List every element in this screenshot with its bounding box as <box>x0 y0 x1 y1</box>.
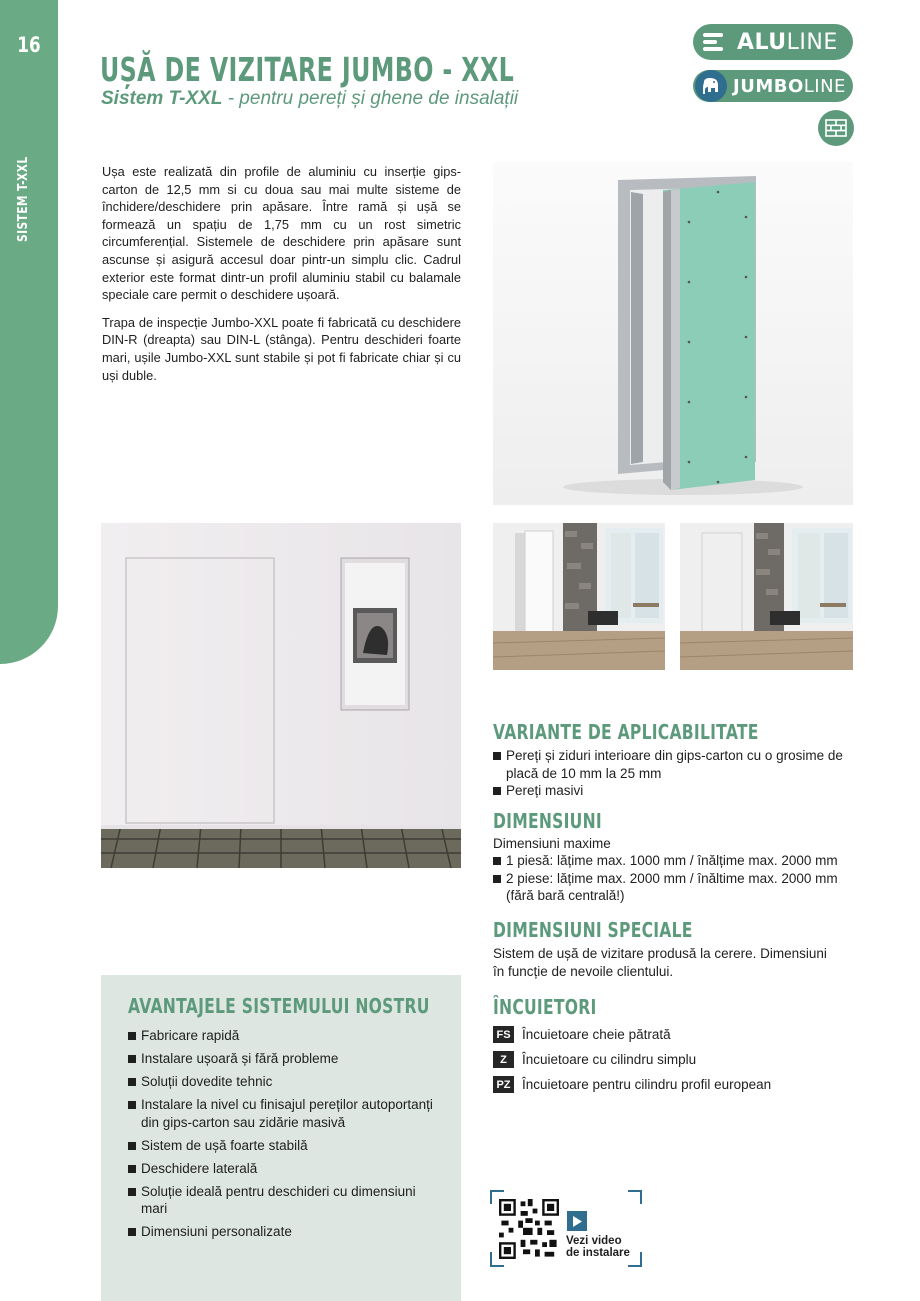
advantages-heading: AVANTAJELE SISTEMULUI NOSTRU <box>128 994 430 1018</box>
list-item: Instalare ușoară și fără probleme <box>128 1050 443 1068</box>
qr-code-icon[interactable] <box>499 1199 559 1259</box>
room-photo-closed <box>680 523 853 670</box>
video-label-line1: Vezi video <box>566 1235 622 1247</box>
list-item: Dimensiuni personalizate <box>128 1223 443 1241</box>
locks-list <box>493 1026 833 1101</box>
lock-label: Încuietoare cheie pătrată <box>522 1027 671 1042</box>
lock-item-pz <box>493 1076 833 1093</box>
page-subtitle <box>101 88 518 110</box>
list-item: Pereți și ziduri interioare din gips-carton cu o grosime de placă de 10 mm la 25 mm <box>493 747 843 782</box>
product-photo-door <box>493 162 853 505</box>
aluline-bold: ALU <box>737 29 787 55</box>
variants-list <box>493 747 843 800</box>
page-number: 16 <box>17 33 41 57</box>
list-item: Fabricare rapidă <box>128 1027 443 1045</box>
subtitle-system: Sistem T-XXL <box>101 88 223 109</box>
advantages-list <box>128 1027 443 1246</box>
dimensions-heading: DIMENSIUNI <box>493 809 602 833</box>
jumboline-badge <box>693 70 853 102</box>
room-photo-open <box>493 523 665 670</box>
video-qr-block[interactable] <box>490 1190 645 1268</box>
aluline-light: LINE <box>786 29 838 55</box>
video-label[interactable] <box>566 1236 630 1259</box>
list-item: Deschidere laterală <box>128 1160 443 1178</box>
list-item: 1 piesă: lățime max. 1000 mm / înălțime max. 2000 mm <box>493 852 838 870</box>
lock-code-badge: PZ <box>493 1076 514 1093</box>
variants-heading: VARIANTE DE APLICABILITATE <box>493 720 759 744</box>
play-icon[interactable] <box>567 1211 587 1231</box>
intro-paragraph-2: Trapa de inspecție Jumbo-XXL poate fi fabricată cu deschidere DIN-R (dreapta) sau DIN-L (stânga). Pentru deschideri foarte mari, ușile Jumbo-XXL sunt stabile și pot fi fabricate chiar și cu uși duble. <box>102 314 461 383</box>
wall-installation-photo <box>101 523 461 868</box>
lock-code-badge: FS <box>493 1026 514 1043</box>
aluline-logo-icon <box>695 24 731 60</box>
lock-item-z <box>493 1051 833 1068</box>
lock-code-badge: Z <box>493 1051 514 1068</box>
aluline-badge <box>693 24 853 60</box>
list-item: Soluții dovedite tehnic <box>128 1073 443 1091</box>
jumboline-light: LINE <box>803 75 846 97</box>
intro-text <box>102 163 461 394</box>
page-title: UȘĂ DE VIZITARE JUMBO - XXL <box>100 50 515 89</box>
list-item: Instalare la nivel cu finisajul pereților autoportanți din gips-carton sau zidărie masivă <box>128 1096 443 1131</box>
video-label-line2: de instalare <box>566 1246 630 1259</box>
side-tab <box>0 0 58 664</box>
elephant-icon <box>695 70 727 102</box>
jumboline-bold: JUMBO <box>733 75 804 97</box>
lock-label: Încuietoare cu cilindru simplu <box>522 1052 697 1067</box>
list-item: Sistem de ușă foarte stabilă <box>128 1137 443 1155</box>
intro-paragraph-1: Ușa este realizată din profile de aluminiu cu inserție gips-carton de 12,5 mm si cu doua sau mai multe sisteme de închidere/deschidere prin apăsare. Între ramă și ușă se formează un spațiu de 1,75 mm cu un rost simetric circumferențial. Sistemele de deschidere prin apăsare sunt ascunse și asigură accesul doar pintr-un simplu clic. Cadrul exterior este format dintr-un profil aluminiu stabil cu balamale speciale care permit o deschidere ușoară. <box>102 164 461 303</box>
lock-label: Încuietoare pentru cilindru profil european <box>522 1077 772 1092</box>
list-item: 2 piese: lățime max. 2000 mm / înăltime max. 2000 mm (fără bară centrală!) <box>493 870 838 905</box>
dimensions-intro: Dimensiuni maxime <box>493 836 611 851</box>
list-item: Soluție ideală pentru deschideri cu dimensiuni mari <box>128 1183 443 1218</box>
subtitle-description: - pentru pereți și ghene de insalații <box>222 88 519 109</box>
brick-wall-icon <box>818 110 854 146</box>
locks-heading: ÎNCUIETORI <box>493 995 597 1019</box>
dimensions-list <box>493 852 838 905</box>
special-heading: DIMENSIUNI SPECIALE <box>493 918 693 942</box>
list-item: Pereți masivi <box>493 782 843 800</box>
side-section-label <box>16 221 42 242</box>
special-text: Sistem de ușă de vizitare produsă la cerere. Dimensiuni în funcție de nevoile clientului. <box>493 946 827 979</box>
lock-item-fs <box>493 1026 833 1043</box>
